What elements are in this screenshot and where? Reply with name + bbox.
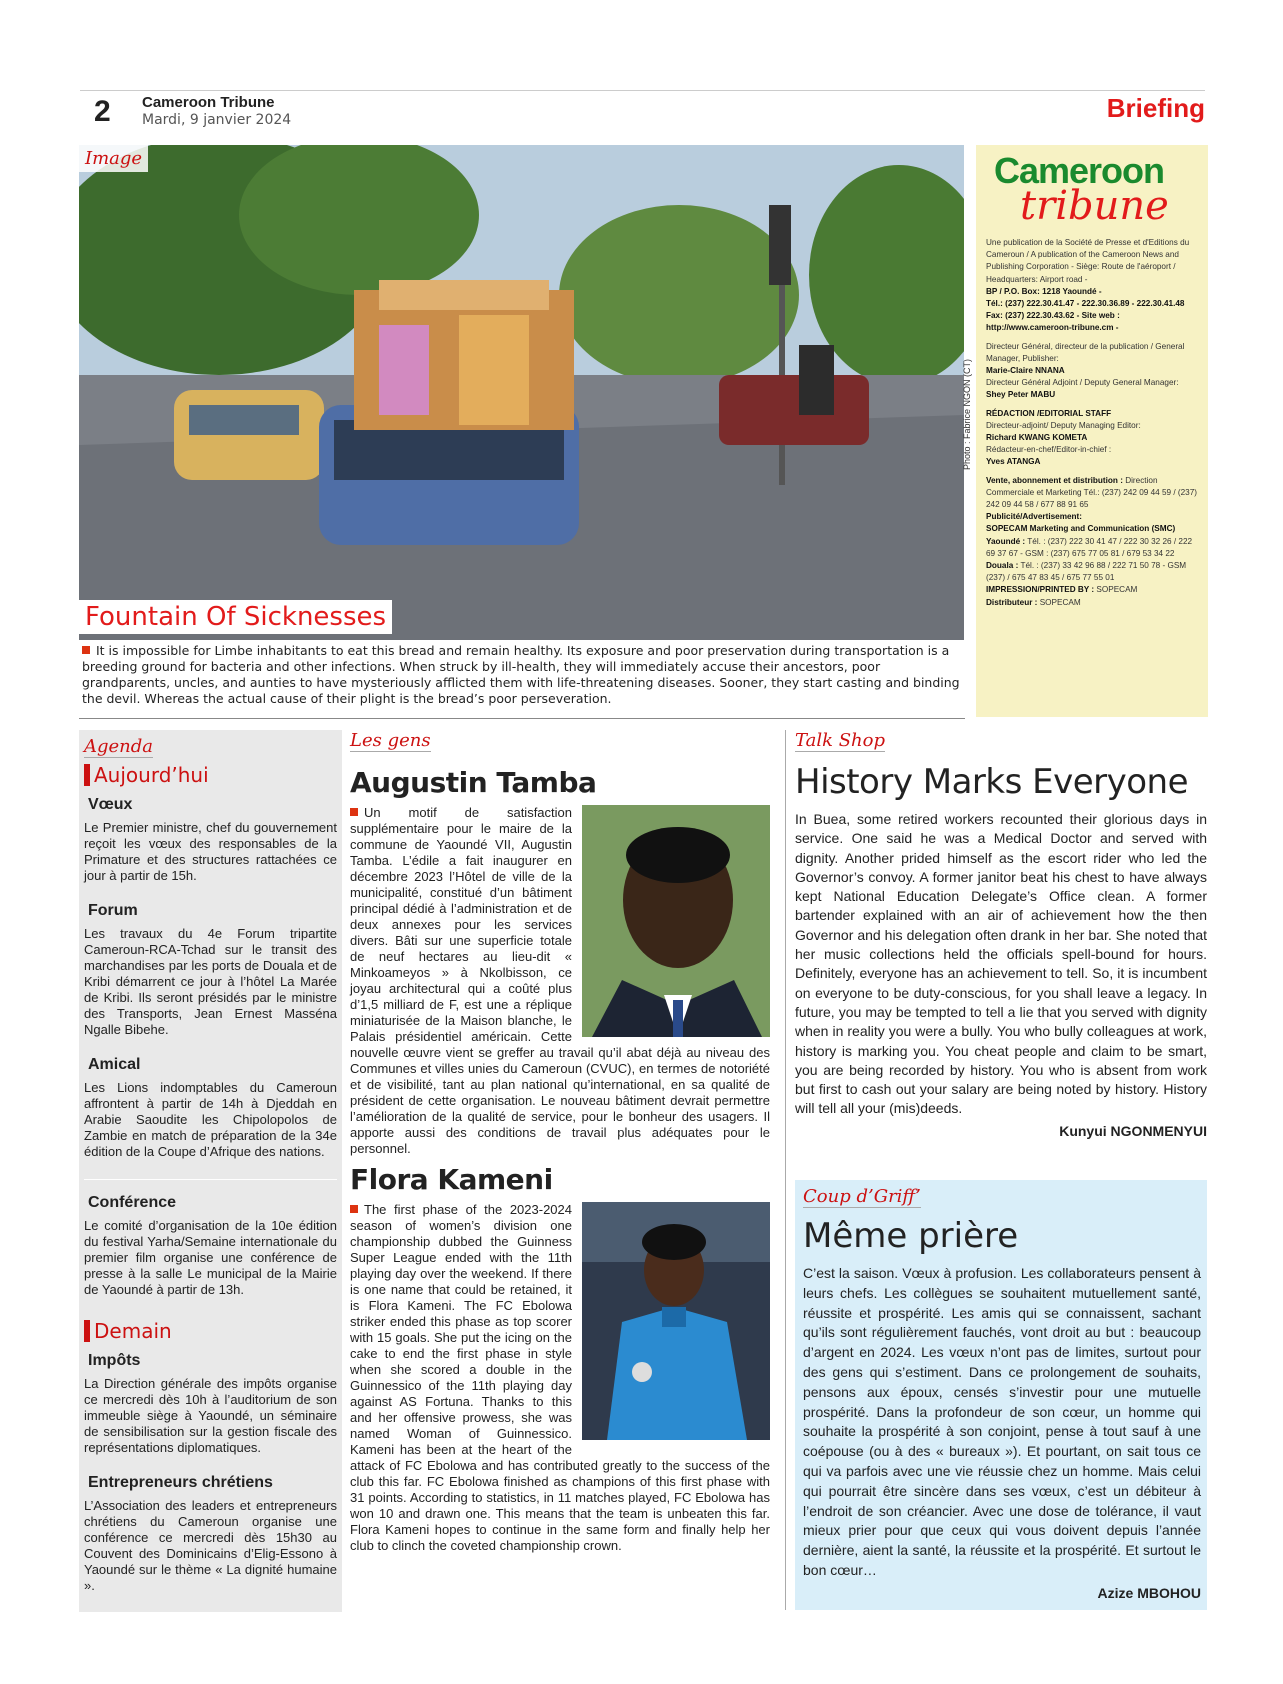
- caption-text: It is impossible for Limbe inhabitants to eat this bread and remain healthy. Its exposure and poor preservation during transportation is a breeding ground for bacteria and other infections. When struck by ill-health, they will immediately accuse their ancestors, poor grandparents, uncles, and aunties to have mysteriously afflicted them with life-threatening diseases. Sooner, they start casting and binding the devil. Whereas the actual cause of their plight is the bread’s poor perseveration.: [82, 643, 960, 706]
- augustin-tamba-portrait: [582, 805, 770, 1037]
- person1-name: Augustin Tamba: [350, 766, 597, 799]
- flora-kameni-photo: [582, 1202, 770, 1440]
- coup-griff-tag: Coup d’Griff’: [803, 1186, 921, 1207]
- column-divider: [785, 730, 786, 1610]
- bullet-icon: [82, 646, 90, 654]
- contact-box: BP / P.O. Box: 1218 Yaoundé -: [986, 286, 1102, 296]
- distrib-name: SOPECAM: [1039, 597, 1081, 607]
- chief-label: Rédacteur-en-chef/Editor-in-chief :: [986, 445, 1112, 455]
- sales-text: Direction Commerciale et Marketing Tél.: (237) 242 09 44 59 / (237) 242 09 44 58 / 677 88 91 65: [986, 475, 1198, 510]
- section-divider: [79, 718, 965, 719]
- dga-label: Directeur Général Adjoint / Deputy General Manager:: [986, 378, 1179, 388]
- agenda-column: [79, 730, 342, 1612]
- pub-name: SOPECAM Marketing and Communication (SMC): [986, 524, 1176, 534]
- tomorrow-label: Demain: [84, 1320, 337, 1342]
- contact-phones: Tél.: (237) 222.30.41.47 - 222.30.36.89 - 222.30.41.48 Fax: (237) 222.30.43.62 - Site web : http://www.cameroon-tribune.cm -: [986, 299, 1185, 333]
- agenda-item-body: Les Lions indomptables du Cameroun affrontent à partir de 14h à Djeddah en Arabie Saoudite les Chipolopolos de Zambie en match de préparation de la 34e édition de la Coupe d’Afrique des nations.: [84, 1080, 337, 1159]
- person2-text: The first phase of the 2023-2024 season of women’s division one championship dubbed the Guinness Super League ended with the 11th playing day over the weekend. If there is one name that could be retained, it is Flora Kameni. The FC Ebolowa striker ended this phase as top scorer with 15 goals. She put the icing on the cake to end the first phase in style when she scored a double in the Guinnessico of the 11th playing day against AS Fortuna. Thanks to this and her offensive prowess, she was named Woman of Guinnessico. Kameni has been at the heart of the attack of FC Ebolowa and has contributed greatly to the success of the club this far. FC Ebolowa finished as champions of this first phase with 31 points. According to statistics, in 11 matches played, FC Ebolowa has won 10 and drawn one. This means that the team is unbeaten this far. Flora Kameni hopes to continue in the same form and finally help her club to clinch the coveted championship crown.: [350, 1202, 770, 1553]
- issue-date: Mardi, 9 janvier 2024: [142, 112, 292, 128]
- coup-griff-box: [795, 1180, 1207, 1610]
- logo-top: Cameroon: [994, 150, 1165, 191]
- deputy-name: Richard KWANG KOMETA: [986, 433, 1088, 443]
- bread-car-photo: [79, 145, 964, 640]
- sales-label: Vente, abonnement et distribution :: [986, 475, 1123, 485]
- douala-label: Douala :: [986, 561, 1019, 571]
- publisher-info: Une publication de la Société de Presse et d'Editions du Cameroun / A publication of the Cameroon News and Publishing Corporation - Siège: Route de l'aéroport / Headquarters: Airport road -: [986, 238, 1190, 284]
- dga-name: Shey Peter MABU: [986, 390, 1056, 400]
- talk-shop-title: History Marks Everyone: [795, 762, 1189, 802]
- talk-shop-body: In Buea, some retired workers recounted their glorious days in service. One said he was a Medical Doctor and served with dignity. Another prided himself as the escort rider who led the Governor’s convoy. A former janitor beat his chest to have always kept National Education Delegate’s Office clean. A former bartender explained with an air of achievement how the then Governor and his delegation often drank in her bar. She noted that her music collections held the officials spell-bound for hours. Definitely, everyone has an achievement to tell. So, it is incumbent on everyone to be duty-conscious, for you shall leave a legacy. In future, you may be tempted to tell a lie that you served with dignity when in reality you were a bully. You who bully colleagues at work, history is marking you. You cheat people and claim to be smart, you are being recorded by history. You who is absent from work but first to cash out your salary are being noted by history. History will tell all your (mis)deeds.: [795, 811, 1207, 1117]
- player-illustration: [582, 1202, 770, 1440]
- agenda-item-body: La Direction générale des impôts organise ce mercredi dès 10h à l’auditorium de son immeuble siège à Yaoundé, un séminaire de sensibilisation sur la gestion fiscale des représentations diplomatiques.: [84, 1376, 337, 1455]
- today-label: Aujourd’hui: [84, 764, 337, 786]
- agenda-item-body: Le Premier ministre, chef du gouvernement reçoit les vœux des responsables de la Primature et des structures rattachées ce jour à partir de 15h.: [84, 820, 337, 883]
- bullet-icon: [350, 1205, 358, 1213]
- agenda-item-body: Le comité d’organisation de la 10e édition du festival Yarha/Semaine internationale du premier film organise une conférence de presse à la salle Le municipal de la Mairie de Yaoundé à partir de 13h.: [84, 1218, 337, 1297]
- distrib-label: Distributeur :: [986, 597, 1038, 607]
- douala-text: Tél. : (237) 33 42 96 88 / 222 71 50 78 - GSM (237) / 675 47 83 45 / 675 77 55 01: [986, 561, 1187, 583]
- agenda-item-head: Conférence: [88, 1194, 177, 1211]
- talk-shop-author: Kunyui NGONMENYUI: [1059, 1122, 1207, 1139]
- coup-griff-author: Azize MBOHOU: [1097, 1584, 1201, 1601]
- coup-griff-body: C’est la saison. Vœux à profusion. Les collaborateurs pensent à leurs chefs. Les collègues se souhaitent mutuellement santé, réussite et prospérité. Les amis qui se connaissent, sachant qu’ils sont régulièrement fauchés, vont droit au but : beaucoup d’argent en 2024. Les vœux n’ont pas de limites, surtout pour des gens qui s’estiment. Dans ce prolongement de souhaits, pensons aux époux, censés s’investir pour une mutuelle prospérité. Dans la profondeur de son cœur, un homme qui souhaite la prospérité à son conjoint, pense à tout sauf à une coépouse (ou à des « bureaux »). Et pourtant, on sait tous ce qui va parfois avec une vie réussie chez un homme. Mais celui qui pourrait être sincère dans ses vœux, c’est un débiteur à l’endroit de son créancier. Avec une dose de tolérance, il vaut mieux prier pour que ceux qui vous doivent depuis l’année dernière, aient la santé, la réussite et la prospérité. Et surtout le bon cœur…: [803, 1265, 1201, 1578]
- pub-label: Publicité/Advertisement:: [986, 512, 1082, 522]
- paper-name: Cameroon Tribune: [142, 94, 275, 111]
- photo-caption: [82, 643, 962, 707]
- deputy-label: Directeur-adjoint/ Deputy Managing Editor:: [986, 420, 1141, 430]
- yaounde-label: Yaoundé :: [986, 536, 1026, 546]
- agenda-item-body: Les travaux du 4e Forum tripartite Cameroun-RCA-Tchad sur le transit des marchandises par les ports de Douala et de Kribi démarrent ce jour à l’hôtel La Marée de Kribi. Ils seront présidés par le ministre des Transports, Jean Ernest Masséna Ngalle Bibehe.: [84, 926, 337, 1037]
- staff-heading: RÉDACTION /EDITORIAL STAFF: [986, 408, 1112, 418]
- print-name: SOPECAM: [1096, 585, 1138, 595]
- dg-label: Directeur Général, directeur de la publication / General Manager, Publisher:: [986, 341, 1185, 363]
- logo-bottom: tribune: [1020, 183, 1169, 229]
- les-gens-tag: Les gens: [350, 730, 431, 751]
- talk-shop-tag: Talk Shop: [795, 730, 886, 751]
- person1-article: [350, 805, 770, 1157]
- image-tag: Image: [79, 145, 148, 172]
- photo-illustration: [79, 145, 964, 640]
- agenda-item-head: Impôts: [88, 1352, 141, 1369]
- photo-credit: Photo : Fabrice NGON (CT): [962, 358, 972, 470]
- print-label: IMPRESSION/PRINTED BY :: [986, 585, 1095, 595]
- agenda-item-head: Entrepreneurs chrétiens: [88, 1474, 273, 1491]
- person2-article: [350, 1202, 770, 1554]
- dg-name: Marie-Claire NNANA: [986, 366, 1065, 376]
- agenda-item-body: L’Association des leaders et entrepreneurs chrétiens du Cameroun organise une conférence ce mercredi dès 15h30 au Couvent des Dominicains d’Elig-Essono à Yaoundé sur le thème « La dignité humaine ».: [84, 1498, 337, 1593]
- masthead-box: [976, 145, 1208, 717]
- agenda-item-head: Forum: [88, 902, 138, 919]
- page-number: 2: [94, 95, 111, 128]
- talk-shop-column: [795, 730, 1207, 1139]
- agenda-item-head: Amical: [88, 1056, 141, 1073]
- portrait-illustration: [582, 805, 770, 1037]
- section-label: Briefing: [1106, 93, 1205, 123]
- agenda-item-head: Vœux: [88, 796, 133, 813]
- person1-text: Un motif de satisfaction supplémentaire pour le maire de la commune de Yaoundé VII, Augustin Tamba. L’édile a fait inaugurer en décembre 2023 l’Hôtel de ville de la municipalité, constitué d’un bâtiment principal dédié à l’administration et de deux annexes pour les services divers. Bâti sur une superficie totale de neuf hectares au lieu-dit « Minkoameyos » à Nkolbisson, ce joyau architectural qui a coûté plus d’1,5 milliard de F, est une a réplique miniaturisée de la Maison blanche, le Palais présidentiel américain. Cette nouvelle œuvre vient se greffer au travail qu’il abat déjà au niveau des Communes et villes unies du Cameroun (CVUC), en termes de notoriété et de visibilité, tant au plan national qu’international, en sa qualité de président de cette organisation. Le nouveau bâtiment devrait permettre l’amélioration de la qualité de service, pour le bonheur des usagers. Il apporte aussi des conditions de travail plus adéquates pour le personnel.: [350, 805, 770, 1156]
- yaounde-text: Tél. : (237) 222 30 41 47 / 222 30 32 26 / 222 69 37 67 - GSM : (237) 675 77 05 81 / 679 53 34 22: [986, 536, 1193, 558]
- les-gens-column: [350, 730, 770, 1554]
- chief-name: Yves ATANGA: [986, 457, 1041, 467]
- photo-title: Fountain Of Sicknesses: [79, 600, 392, 634]
- person2-name: Flora Kameni: [350, 1163, 553, 1196]
- bullet-icon: [350, 808, 358, 816]
- coup-griff-title: Même prière: [803, 1216, 1019, 1256]
- agenda-tag: Agenda: [84, 736, 154, 757]
